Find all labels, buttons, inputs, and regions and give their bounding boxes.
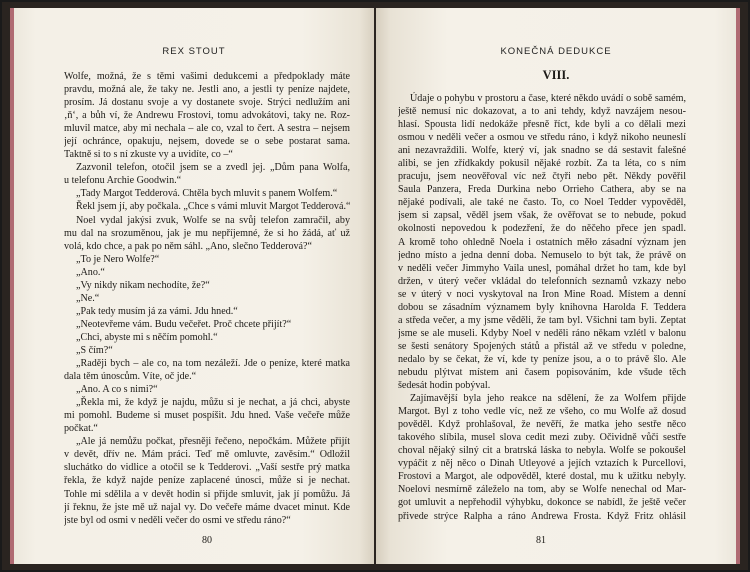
text-line: pověděl. Když prohlašoval, že nevěří, že matka jeho sestře něco — [398, 419, 686, 431]
right-page-body — [398, 92, 686, 523]
text-line: Margot. Byl z toho vedle víc, než ze všeho, co mu Wolfe až dosud — [398, 406, 686, 418]
text-line: pravdu, možná ale, že taky ne. Jestli ano, a jestli ty peníze najdete, — [64, 84, 350, 96]
page-number-right: 81 — [536, 535, 546, 546]
text-line: got umluvit a nepřehodil výhybku, dokonce se nabídl, že ještě večer — [398, 497, 686, 509]
chapter-title: VIII. — [542, 68, 570, 82]
text-line: nebudu plýtvat místem ani časem popisováním, kde všude těch — [398, 366, 686, 378]
text-line: „Pak tedy musím já za vámi. Jdu hned.“ — [76, 305, 238, 317]
text-line: „Ne.“ — [76, 292, 100, 304]
text-line: jste byl od osmi v neděli večer do osmi ve středu ráno?“ — [64, 514, 291, 526]
text-line: „Ano. A co s nimi?“ — [76, 384, 158, 396]
text-line: se šesti senátory Spojených států a přistál až ve středu v poledne, — [398, 340, 686, 352]
running-head-author: REX STOUT — [162, 46, 226, 57]
text-line: choval nějaký silný cit a bratrská láska to nebyla. Wolfe se pokoušel — [398, 445, 686, 457]
text-line: mluvil matce, aby mi nechala – ale co, vzal to čert. A sestra – nejsem — [64, 123, 350, 135]
text-line: v devět, dřív ne. Mám práci. Teď mě omluvte, zavěsím.“ Odložil — [64, 449, 350, 461]
text-line: dobou se zásadním významem byly knihovna Harolda F. Teddera — [398, 301, 686, 313]
text-line: ‚ň‘, a bůh ví, že Andrewu Frostovi, tomu advokátovi, taky ne. Roz- — [64, 110, 350, 122]
text-line: dala těm únoscům. Víte, oč jde.“ — [64, 371, 197, 383]
text-line: vypáčit z něj něco o Dinah Utleyové a jejích vztazích k Purcellovi, — [398, 458, 686, 470]
text-line: Zajímavější byla jeho reakce na sdělení, že za Wolfem přijde — [410, 393, 686, 405]
text-line: mi pomohl. Budeme si muset pospíšit. Jdu hned. Vaše večeře může — [64, 410, 350, 422]
left-page-body — [64, 70, 350, 527]
text-line: šedesát hodin pobýval. — [398, 380, 491, 392]
text-line: alibi, se jen zřídkakdy pokusil nějaké rozbít. Za ta léta, co s ním — [398, 158, 686, 170]
text-line: sluchátko do vidlice a otočil se k Tedderovi. „Vaší sestře prý matka — [64, 462, 350, 474]
text-line: držen, v úterý večer vkládal do telefonních seznamů vzkazy nebo — [398, 275, 686, 287]
text-line: „Řekla mi, že když je najdu, můžu si je nechat, a já chci, abyste — [76, 397, 350, 409]
text-line: řekla, že když najde peníze zaplacené únosci, může si je nechat. — [64, 475, 350, 487]
text-line: Noel vydal jakýsi zvuk, Wolfe se na svůj telefon zamračil, aby — [76, 214, 350, 226]
text-line: Údaje o pohybu v prostoru a čase, které někdo uvádí o sobě samém, — [410, 93, 686, 104]
text-line: „Raději bych – ale co, na tom nezáleží. Jde o peníze, které matka — [76, 358, 350, 370]
text-line: její ochránce, opakuju, nejsem, dovede se o sebe postarat sama. — [64, 136, 350, 148]
text-line: „To je Nero Wolfe?“ — [76, 253, 160, 265]
text-line: jsme se ale museli. Kdyby Noel v neděli ráno někam vzlétl v balonu — [398, 327, 686, 339]
right-page — [376, 8, 740, 564]
text-line: ještě nemusí nic dokazovat, a to ani tehdy, když navzájem nesou- — [398, 106, 686, 118]
text-line: Taktně si to s ní zkuste vy a uvidíte, co –“ — [64, 149, 233, 161]
text-line: ani nezavraždili. Wolfe, který ví, jak snadno se dá sestavit falešné — [398, 145, 686, 157]
text-line: Saula Panzera, Freda Durkina nebo Orrieho Cathera, aby se na — [398, 184, 686, 196]
text-line: pracuju, jsem neověřoval víc než čtyři nebo pět. Někdy pověřil — [398, 171, 686, 183]
text-line: „Ano.“ — [76, 266, 105, 278]
text-line: „Vy nikdy nikam nechodíte, že?“ — [76, 279, 210, 291]
text-line: prosím. Já dostanu svoje a vy dostanete svoje. Strýci nedlužím ani — [64, 97, 350, 109]
text-line: Řekl jsem jí, aby počkala. „Chce s vámi mluvit Margot Tedderová.“ — [76, 201, 350, 213]
text-line: Zazvonil telefon, otočil jsem se a zvedl jej. „Dům pana Wolfa, — [76, 162, 350, 174]
text-line: „Chci, abyste mi s něčím pomohl.“ — [76, 331, 218, 343]
text-line: „Neotevřeme vám. Budu večeřet. Proč chcete přijít?“ — [76, 318, 292, 330]
text-line: „Ale já nemůžu počkat, přesněji řečeno, nepočkám. Můžete přijít — [76, 436, 350, 448]
text-line: a středa večer, a my jsme věděli, že tam byl. Všichni tam byli. Zeptat — [398, 314, 686, 326]
text-line: jí řeknu, že jste mě už najal vy. Do večeře máme dvacet minut. Kde — [64, 501, 350, 513]
text-line: okolnosti nepovedou k podezření, že do něčeho přece jen spadl. — [398, 223, 686, 235]
text-line: v neděli večer Jimmyho Vaila unesl, pomáhal držet ho tam, kde byl — [398, 262, 686, 274]
left-page — [10, 8, 374, 564]
text-line: jedno místo a jedna denní doba. Nemuselo to být tak, že právě on — [398, 249, 686, 261]
text-line: jsem si zapsal, věděl jsem však, že ověřovat se to nebude, pokud — [398, 210, 686, 222]
text-line: osmou v neděli večer a osmou ve středu ráno, i když nikoho neuneslí — [398, 132, 686, 144]
text-line: volá, kdo chce, a pak po něm sáhl. „Ano, slečno Tedderová?“ — [64, 240, 312, 252]
text-line: přivede strýce Ralpha a ráno Andrewa Frosta. Když Fritz ohlásil — [398, 510, 686, 522]
text-line: takového slíbila, musel slova cedit mezi zuby. Očividně vůči sestře — [398, 432, 686, 444]
text-line: Tohle mi sdělila a v devět hodin si přijde smluvit, jak jí pomůžu. Já — [64, 488, 350, 500]
book-spread — [2, 2, 748, 570]
text-line: u telefonu Archie Goodwin.“ — [64, 175, 182, 187]
running-head-title: KONEČNÁ DEDUKCE — [500, 46, 612, 57]
text-line: Frostovi a Margot, ale odpověděl, které dostal, mu k užitku nebyly. — [398, 471, 686, 483]
text-line: A kromě toho ohledně Noela i ostatních měło zásadní význam jen — [398, 236, 686, 248]
text-line: „Tady Margot Tedderová. Chtěla bych mluvit s panem Wolfem.“ — [76, 188, 338, 200]
text-line: hlasí. Spousta lidí nedokáže přesně říct, kde byli a co dělali mezi — [398, 119, 686, 131]
text-line: Noelovi nesmírně záleželo na tom, aby se Wolfe nenechal od Mar- — [398, 484, 686, 496]
text-line: „S čím?“ — [76, 344, 113, 356]
text-line: Wolfe, možná, že s těmi vašimi dedukcemi a předpoklady máte — [64, 71, 350, 82]
text-line: počkat.“ — [64, 423, 98, 435]
page-number-left: 80 — [202, 535, 212, 546]
text-line: nedalo by se čekat, že ví, kde ty peníze jsou, a o to právě šlo. Ale — [398, 353, 686, 365]
text-line: se v úterý v noci vyskytoval na Iron Mine Road. Místem a denní — [398, 288, 686, 300]
text-line: mu dal na srozuměnou, jak je mu nepříjemné, že si ho žádá, ať už — [64, 227, 350, 239]
text-line: nějaké podívali, ale také ne často. To, co Noel Tedder vypověděl, — [398, 197, 686, 209]
